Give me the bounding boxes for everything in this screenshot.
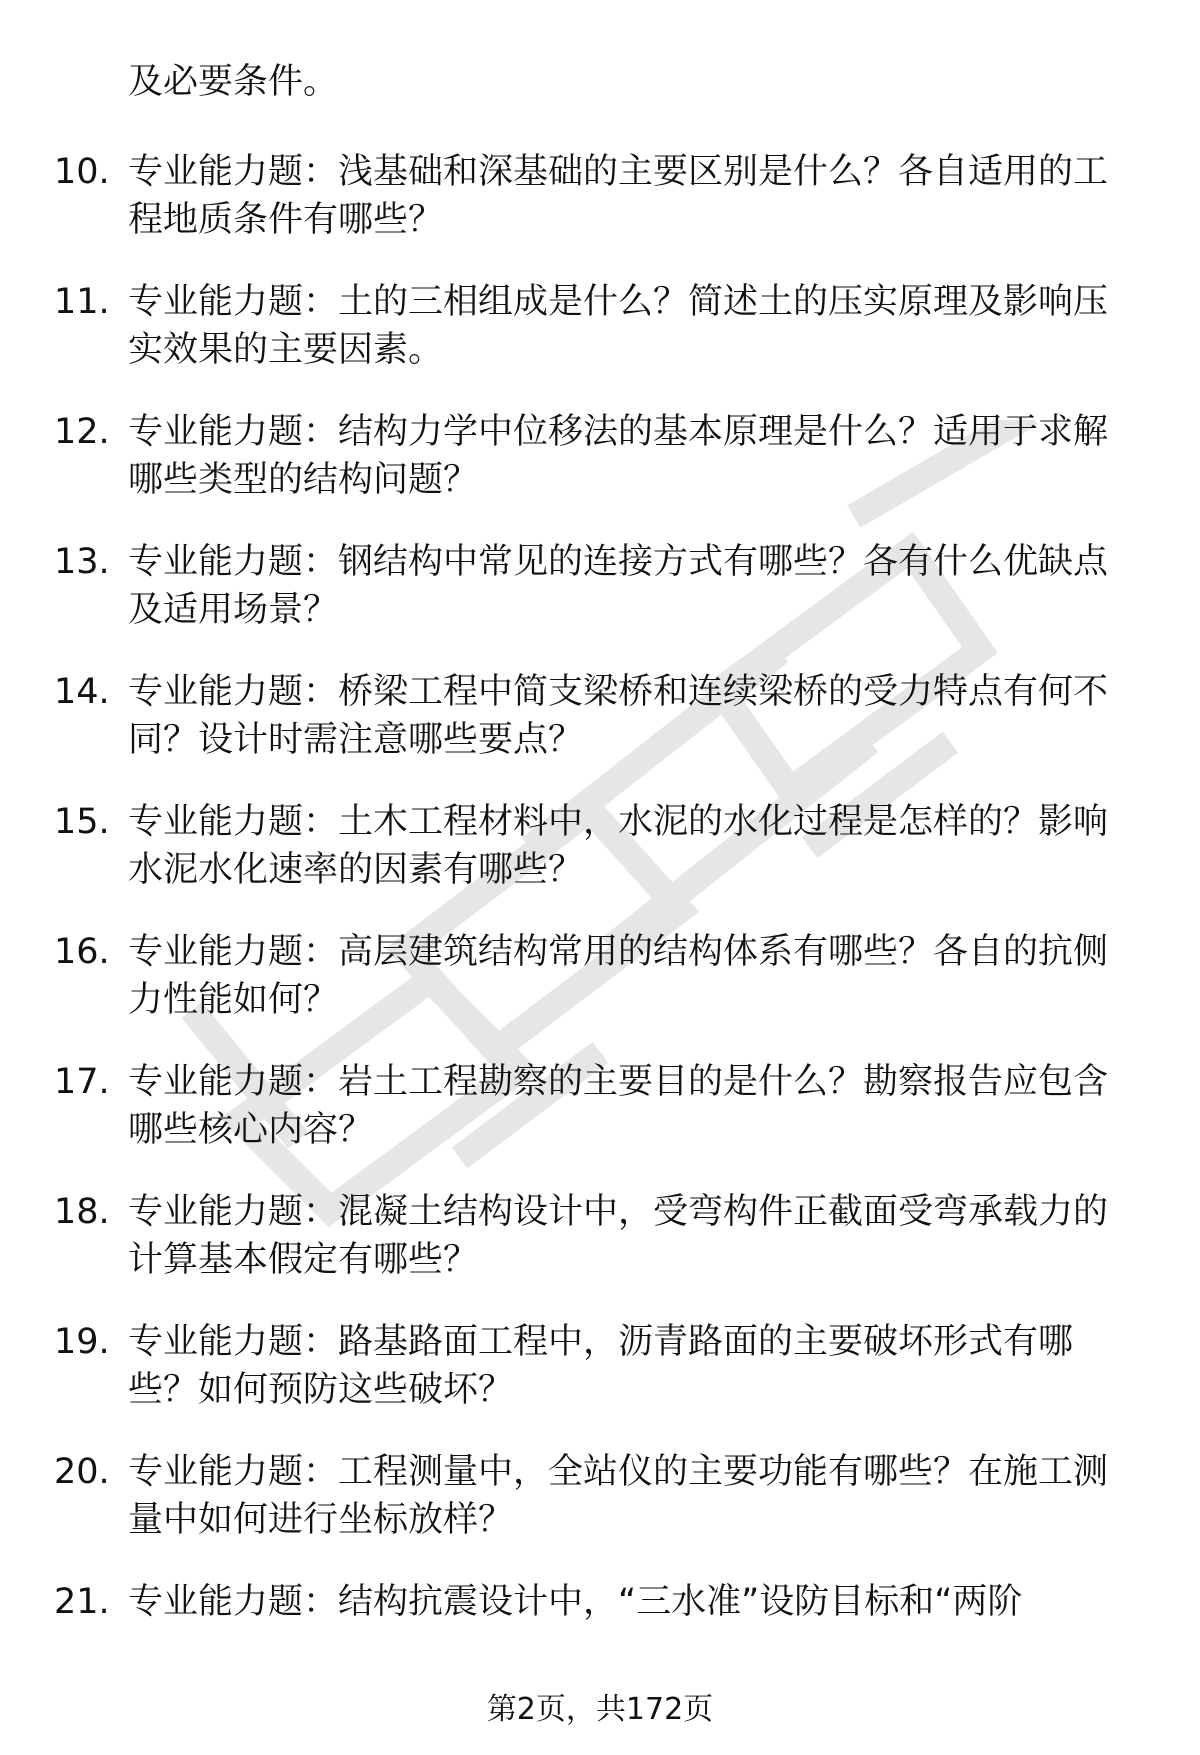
- question-text: 专业能力题：岩土工程勘察的主要目的是什么？勘察报告应包含哪些核心内容？: [128, 1062, 1109, 1150]
- question-number: 18.: [54, 1192, 110, 1232]
- question-number: 16.: [54, 932, 110, 972]
- question-number: 15.: [54, 802, 110, 842]
- question-number: 13.: [54, 542, 110, 582]
- question-number: 10.: [54, 152, 110, 192]
- question-item-16: [0, 928, 1200, 1058]
- question-text: 专业能力题：高层建筑结构常用的结构体系有哪些？各自的抗侧力性能如何？: [128, 932, 1109, 1020]
- question-text: 专业能力题：工程测量中，全站仪的主要功能有哪些？在施工测量中如何进行坐标放样？: [128, 1452, 1109, 1540]
- question-number: 19.: [54, 1322, 110, 1362]
- page-footer: 第2页，共172页: [486, 1692, 714, 1727]
- question-text: 专业能力题：路基路面工程中，沥青路面的主要破坏形式有哪些？如何预防这些破坏？: [128, 1322, 1074, 1410]
- question-text: 专业能力题：桥梁工程中简支梁桥和连续梁桥的受力特点有何不同？设计时需注意哪些要点？: [128, 672, 1109, 760]
- question-number: 12.: [54, 412, 110, 452]
- question-text: 专业能力题：土的三相组成是什么？简述土的压实原理及影响压实效果的主要因素。: [128, 282, 1109, 370]
- question-item-18: [0, 1188, 1200, 1318]
- question-item-11: [0, 278, 1200, 408]
- question-text: 专业能力题：钢结构中常见的连接方式有哪些？各有什么优缺点及适用场景？: [128, 542, 1109, 630]
- question-item-12: [0, 408, 1200, 538]
- question-text: 专业能力题：土木工程材料中，水泥的水化过程是怎样的？影响水泥水化速率的因素有哪些？: [128, 802, 1109, 890]
- question-item-14: [0, 668, 1200, 798]
- question-item-17: [0, 1058, 1200, 1188]
- question-text: 专业能力题：结构抗震设计中，“三水准”设防目标和“两阶: [128, 1582, 1023, 1622]
- question-list: [0, 148, 1200, 1708]
- continuation-text: 及必要条件。: [128, 62, 339, 102]
- question-number: 14.: [54, 672, 110, 712]
- question-item-13: [0, 538, 1200, 668]
- question-item-19: [0, 1318, 1200, 1448]
- question-number: 17.: [54, 1062, 110, 1102]
- question-item-15: [0, 798, 1200, 928]
- question-number: 11.: [54, 282, 110, 322]
- question-text: 专业能力题：浅基础和深基础的主要区别是什么？各自适用的工程地质条件有哪些？: [128, 152, 1109, 240]
- question-number: 20.: [54, 1452, 110, 1492]
- question-text: 专业能力题：结构力学中位移法的基本原理是什么？适用于求解哪些类型的结构问题？: [128, 412, 1109, 500]
- question-item-10: [0, 148, 1200, 278]
- question-text: 专业能力题：混凝土结构设计中，受弯构件正截面受弯承载力的计算基本假定有哪些？: [128, 1192, 1109, 1280]
- question-number: 21.: [54, 1582, 110, 1622]
- question-item-21: [0, 1578, 1200, 1708]
- question-item-20: [0, 1448, 1200, 1578]
